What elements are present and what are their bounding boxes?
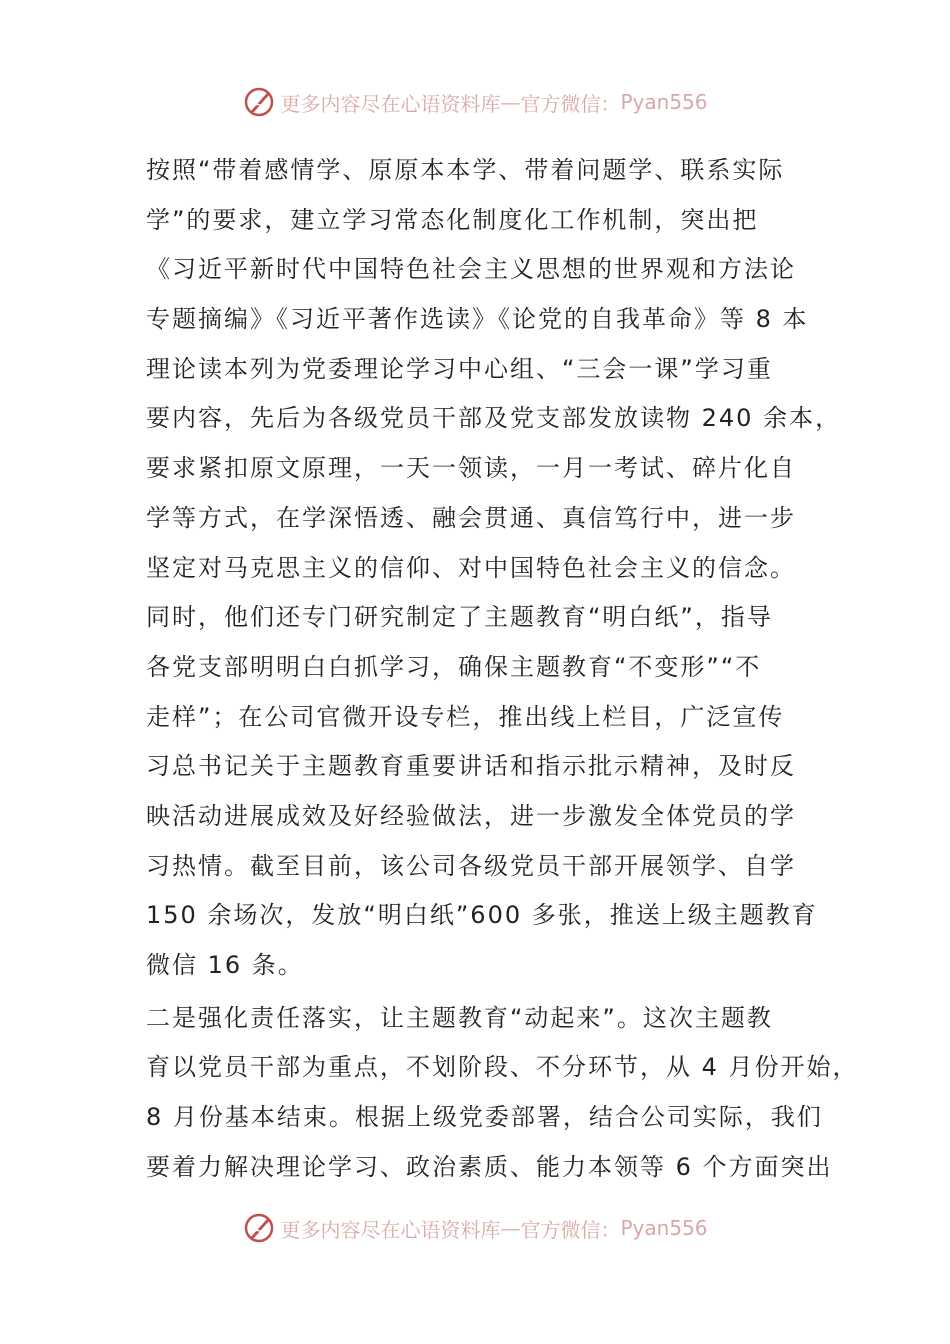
text-line: 专题摘编》《习近平著作选读》《论党的自我革命》等 8 本 — [146, 305, 809, 334]
text-line: 150 余场次，发放“明白纸”600 多张，推送上级主题教育 — [146, 901, 818, 930]
text-line: 育以党员干部为重点，不划阶段、不分环节，从 4 月份开始， — [146, 1053, 859, 1082]
paragraph-1 — [146, 146, 842, 991]
banner-wechat-label: 官方微信： — [520, 1217, 621, 1242]
text-line: 要求紧扣原文原理，一天一领读，一月一考试、碎片化自 — [146, 454, 796, 483]
text-line: 二是强化责任落实，让主题教育“动起来”。这次主题教 — [146, 1003, 773, 1032]
text-line: 要内容，先后为各级党员干部及党支部发放读物 240 余本， — [146, 404, 842, 433]
document-body — [146, 146, 859, 1192]
text-line: 按照“带着感情学、原原本本学、带着问题学、联系实际 — [146, 156, 785, 184]
text-line: 习热情。截至目前，该公司各级党员干部开展领学、自学 — [146, 851, 796, 880]
text-line: 走样”；在公司官微开设专栏，推出线上栏目，广泛宣传 — [146, 702, 785, 731]
banner-text: 更多内容尽在心语资料库 — [280, 91, 501, 116]
quill-logo-icon — [242, 1211, 276, 1245]
banner-wechat-label: 官方微信： — [520, 91, 621, 116]
text-line: 要着力解决理论学习、政治素质、能力本领等 6 个方面突出 — [146, 1152, 833, 1181]
banner-dash: — — [500, 1216, 521, 1240]
text-line: 学等方式，在学深悟透、融会贯通、真信笃行中，进一步 — [146, 503, 796, 532]
text-line: 《习近平新时代中国特色社会主义思想的世界观和方法论 — [146, 255, 796, 284]
text-line: 各党支部明明白白抓学习，确保主题教育“不变形”“不 — [146, 652, 762, 681]
banner-text: 更多内容尽在心语资料库 — [280, 1217, 501, 1242]
banner-dash: — — [500, 90, 521, 114]
text-line: 学”的要求，建立学习常态化制度化工作机制，突出把 — [146, 205, 759, 234]
banner-wechat-id: Pyan556 — [620, 1216, 708, 1240]
text-line: 8 月份基本结束。根据上级党委部署，结合公司实际，我们 — [146, 1103, 823, 1132]
text-line: 微信 16 条。 — [146, 951, 304, 979]
banner-wechat-id: Pyan556 — [620, 90, 708, 114]
header-watermark — [0, 84, 950, 120]
footer-watermark — [0, 1210, 950, 1246]
text-line: 习总书记关于主题教育重要讲话和指示批示精神，及时反 — [146, 752, 796, 781]
paragraph-2 — [146, 994, 859, 1193]
text-line: 映活动进展成效及好经验做法，进一步激发全体党员的学 — [146, 801, 796, 830]
quill-logo-icon — [242, 85, 276, 119]
text-line: 坚定对马克思主义的信仰、对中国特色社会主义的信念。 — [146, 553, 796, 582]
text-line: 同时，他们还专门研究制定了主题教育“明白纸”，指导 — [146, 603, 773, 632]
text-line: 理论读本列为党委理论学习中心组、“三会一课”学习重 — [146, 354, 773, 383]
